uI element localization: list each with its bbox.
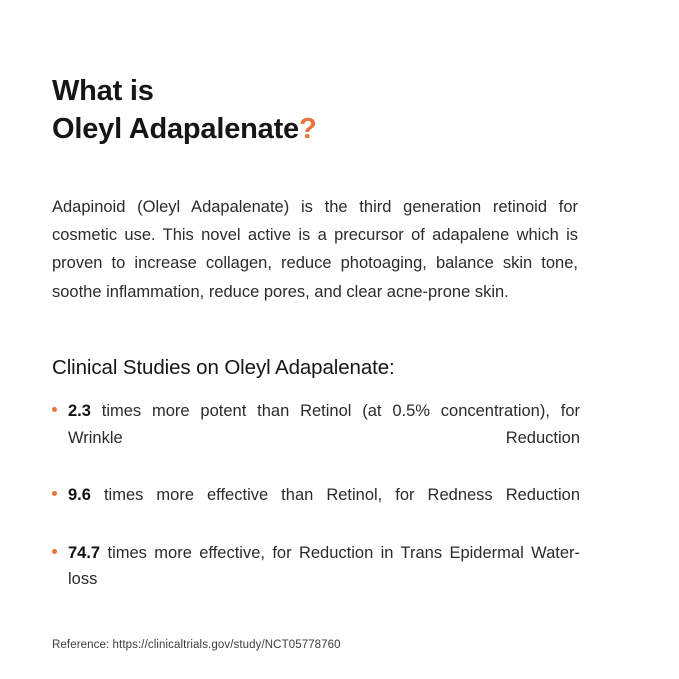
list-item-text: times more potent than Retinol (at 0.5% concentration), for Wrinkle Reduction	[68, 402, 580, 447]
list-item-text: times more effective, for Reduction in Trans Epidermal Water-loss	[68, 543, 580, 589]
list-item	[52, 540, 580, 620]
clinical-studies-list	[52, 398, 580, 620]
intro-paragraph: Adapinoid (Oleyl Adapalenate) is the third generation retinoid for cosmetic use. This novel active is a precursor of adapalene which is proven to increase collagen, reduce photoaging, balance skin tone, soothe inflammation, reduce pores, and clear acne-prone skin.	[52, 197, 578, 301]
section-subheading: Clinical Studies on Oleyl Adapalenate:	[52, 356, 395, 380]
reference-link[interactable]: Reference: https://clinicaltrials.gov/study/NCT05778760	[52, 639, 341, 651]
list-item-value: 2.3	[68, 402, 91, 421]
list-item-text: times more effective than Retinol, for Redness Reduction	[90, 486, 580, 505]
bullet-dot-icon	[52, 407, 57, 412]
page-title-subject: Oleyl Adapalenate	[52, 113, 299, 146]
page-title-line-1: What is	[52, 75, 154, 107]
list-item-value: 74.7	[68, 543, 101, 562]
bullet-dot-icon	[52, 491, 57, 496]
question-mark: ?	[298, 113, 317, 146]
bullet-dot-icon	[52, 549, 57, 554]
list-item	[52, 482, 580, 535]
list-item-value: 9.6	[68, 486, 91, 505]
page-title-line-2	[52, 110, 627, 148]
list-item	[52, 398, 580, 478]
page-title	[52, 72, 627, 149]
